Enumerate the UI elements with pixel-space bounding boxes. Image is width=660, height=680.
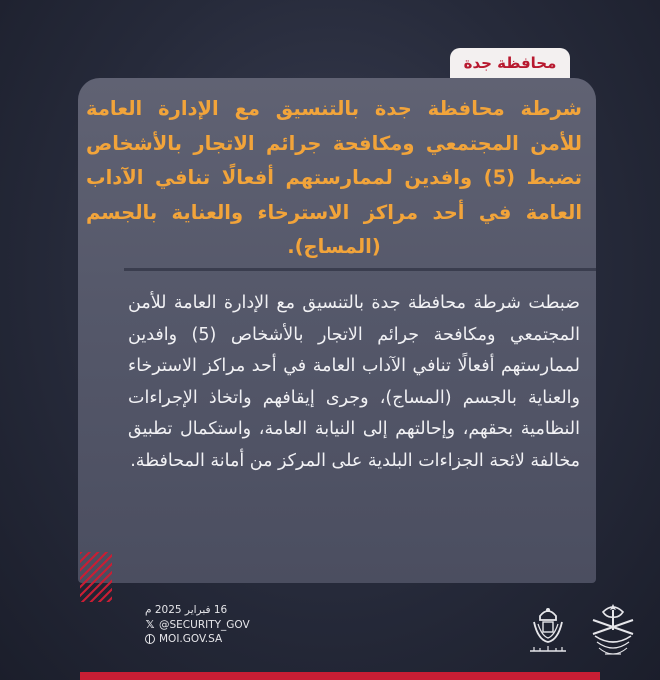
bottom-accent-bar (80, 672, 600, 680)
footer-info (145, 603, 285, 647)
post-date: 16 فبراير 2025 م (145, 604, 228, 616)
ministry-of-interior-emblem-icon (585, 600, 641, 664)
ministry-of-interior-emblem (584, 600, 642, 664)
body-text: ضبطت شرطة محافظة جدة بالتنسيق مع الإدارة العامة للأمن المجتمعي ومكافحة جرائم الاتجار بالأشخاص (5) وافدين لممارستهم أفعالًا تنافي الآداب العامة في أحد مراكز الاسترخاء والعناية بالجسم (المساج)، وجرى إيقافهم واتخاذ الإجراءات النظامية بحقهم، وإحالتهم إلى النيابة العامة، واستكمال تطبيق مخالفة لائحة الجزاءات البلدية على المركز من أمانة المحافظة. (128, 293, 580, 471)
globe-icon (145, 634, 155, 644)
x-handle: @SECURITY_GOV (159, 618, 250, 631)
divider (124, 268, 596, 271)
location-tag: محافظة جدة (450, 48, 570, 78)
hatch-decoration (80, 552, 112, 602)
public-security-emblem-label (524, 644, 572, 654)
public-security-emblem (524, 600, 572, 654)
headline: شرطة محافظة جدة بالتنسيق مع الإدارة العامة للأمن المجتمعي ومكافحة جرائم الاتجار بالأشخاص تضبط (5) وافدين لممارستهم أفعالًا تنافي الآداب العامة في أحد مراكز الاسترخاء والعناية بالجسم (المساج). (86, 97, 582, 258)
public-security-emblem-icon (526, 600, 570, 644)
website-row[interactable] (145, 632, 285, 647)
x-handle-row[interactable] (145, 618, 285, 633)
website: MOI.GOV.SA (159, 633, 223, 645)
x-logo-icon: 𝕏 (145, 617, 155, 631)
